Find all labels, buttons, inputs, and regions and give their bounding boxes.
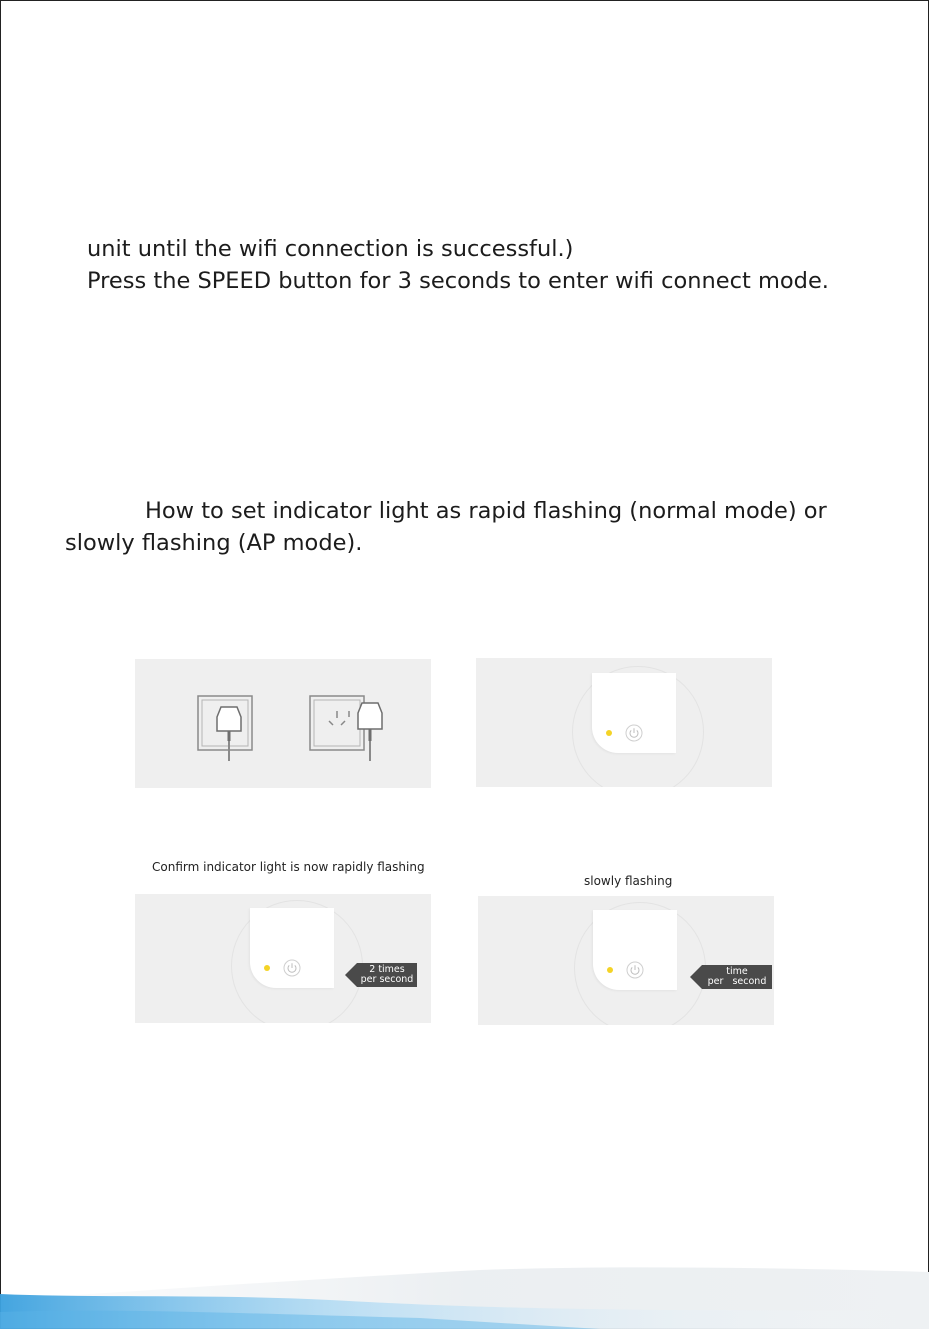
slow-flashing-caption: slowly flashing: [584, 874, 673, 888]
badge-line-1: time: [726, 966, 748, 977]
instruction-line-1: unit until the wifi connection is successful.): [87, 236, 574, 262]
plug-in-illustration: [135, 659, 431, 788]
badge-line-2: per second: [707, 976, 767, 987]
rapid-flashing-caption: Confirm indicator light is now rapidly flashing: [152, 860, 425, 874]
indicator-light: [606, 730, 612, 736]
rapid-flashing-illustration: [135, 894, 431, 1023]
device-indicator-illustration: [476, 658, 772, 787]
slow-flashing-illustration: [478, 896, 774, 1025]
badge-line-1: 2 times: [369, 964, 405, 975]
plug-socket-icon: [193, 689, 263, 764]
indicator-light: [607, 967, 613, 973]
instruction-line-2: Press the SPEED button for 3 seconds to enter wifi connect mode.: [87, 268, 829, 294]
power-icon: [625, 724, 643, 742]
rapid-rate-badge: [345, 963, 417, 987]
device-body: [592, 673, 676, 753]
section-heading-line-2: slowly flashing (AP mode).: [65, 530, 363, 556]
indicator-light: [264, 965, 270, 971]
section-heading-line-1: How to set indicator light as rapid flashing (normal mode) or: [145, 498, 827, 524]
slow-rate-badge: [690, 965, 772, 989]
device-body: [593, 910, 677, 990]
power-icon: [626, 961, 644, 979]
badge-line-2: per second: [360, 974, 414, 985]
device-body: [250, 908, 334, 988]
footer-wave-decoration: [0, 1250, 929, 1329]
power-icon: [283, 959, 301, 977]
plug-socket-icon: [305, 689, 395, 764]
